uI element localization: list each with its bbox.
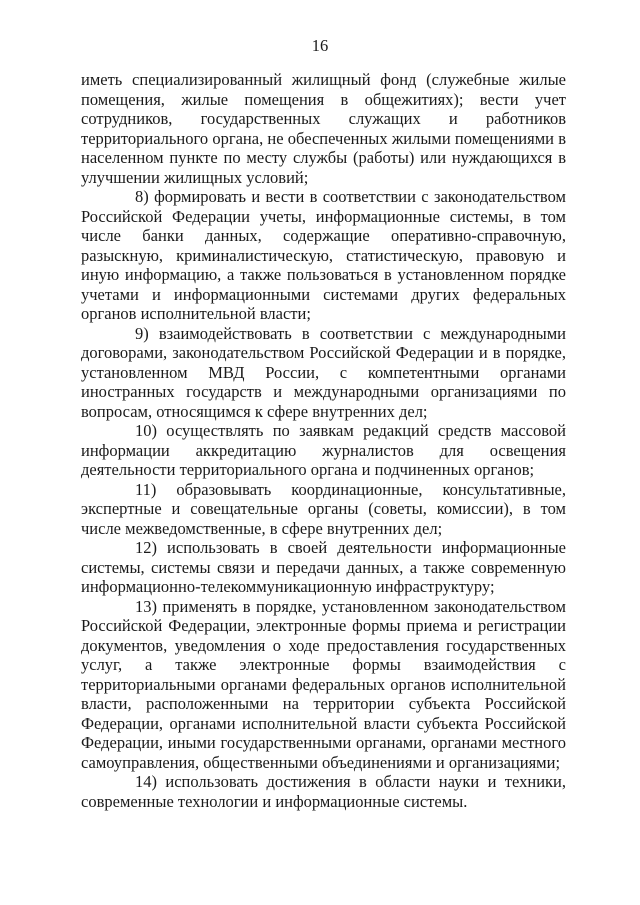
paragraph-item-9: 9) взаимодействовать в соответствии с международными договорами, законодательством Российской Федерации и в порядке, установленном МВД России, с компетентными органами иностранных государств и международными организациями по вопросам, относящимся к сфере внутренних дел; bbox=[81, 323, 566, 421]
paragraph-item-8: 8) формировать и вести в соответствии с законодательством Российской Федерации учеты, информационные системы, в том числе банки данных, содержащие оперативно-справочную, разыскную, криминалистическую, статистическую, правовую и иную информацию, а также пользоваться в установленном порядке учетами и информационными системами других федеральных органов исполнительной власти; bbox=[81, 187, 566, 323]
paragraph-item-13: 13) применять в порядке, установленном законодательством Российской Федерации, электронные формы приема и регистрации документов, уведомления о ходе предоставления государственных услуг, а также электронные формы взаимодействия с территориальными органами федеральных органов исполнительной власти, расположенными на территории субъекта Российской Федерации, органами исполнительной власти субъекта Российской Федерации, иными государственными органами, органами местного самоуправления, общественными объединениями и организациями; bbox=[81, 596, 566, 772]
paragraph-item-11: 11) образовывать координационные, консультативные, экспертные и совещательные органы (советы, комиссии), в том числе межведомственные, в сфере внутренних дел; bbox=[81, 479, 566, 538]
document-body bbox=[81, 70, 566, 811]
paragraph-item-14: 14) использовать достижения в области науки и техники, современные технологии и информационные системы. bbox=[81, 772, 566, 811]
paragraph-item-10: 10) осуществлять по заявкам редакций средств массовой информации аккредитацию журналистов для освещения деятельности территориального органа и подчиненных органов; bbox=[81, 421, 566, 479]
paragraph-continuation: иметь специализированный жилищный фонд (служебные жилые помещения, жилые помещения в общежитиях); вести учет сотрудников, государственных служащих и работников территориального органа, не обеспеченных жилыми помещениями в населенном пункте по месту службы (работы) или нуждающихся в улучшении жилищных условий; bbox=[81, 70, 566, 187]
page-number: 16 bbox=[311, 36, 329, 55]
paragraph-item-12: 12) использовать в своей деятельности информационные системы, системы связи и передачи данных, а также современную информационно-телекоммуникационную инфраструктуру; bbox=[81, 538, 566, 596]
